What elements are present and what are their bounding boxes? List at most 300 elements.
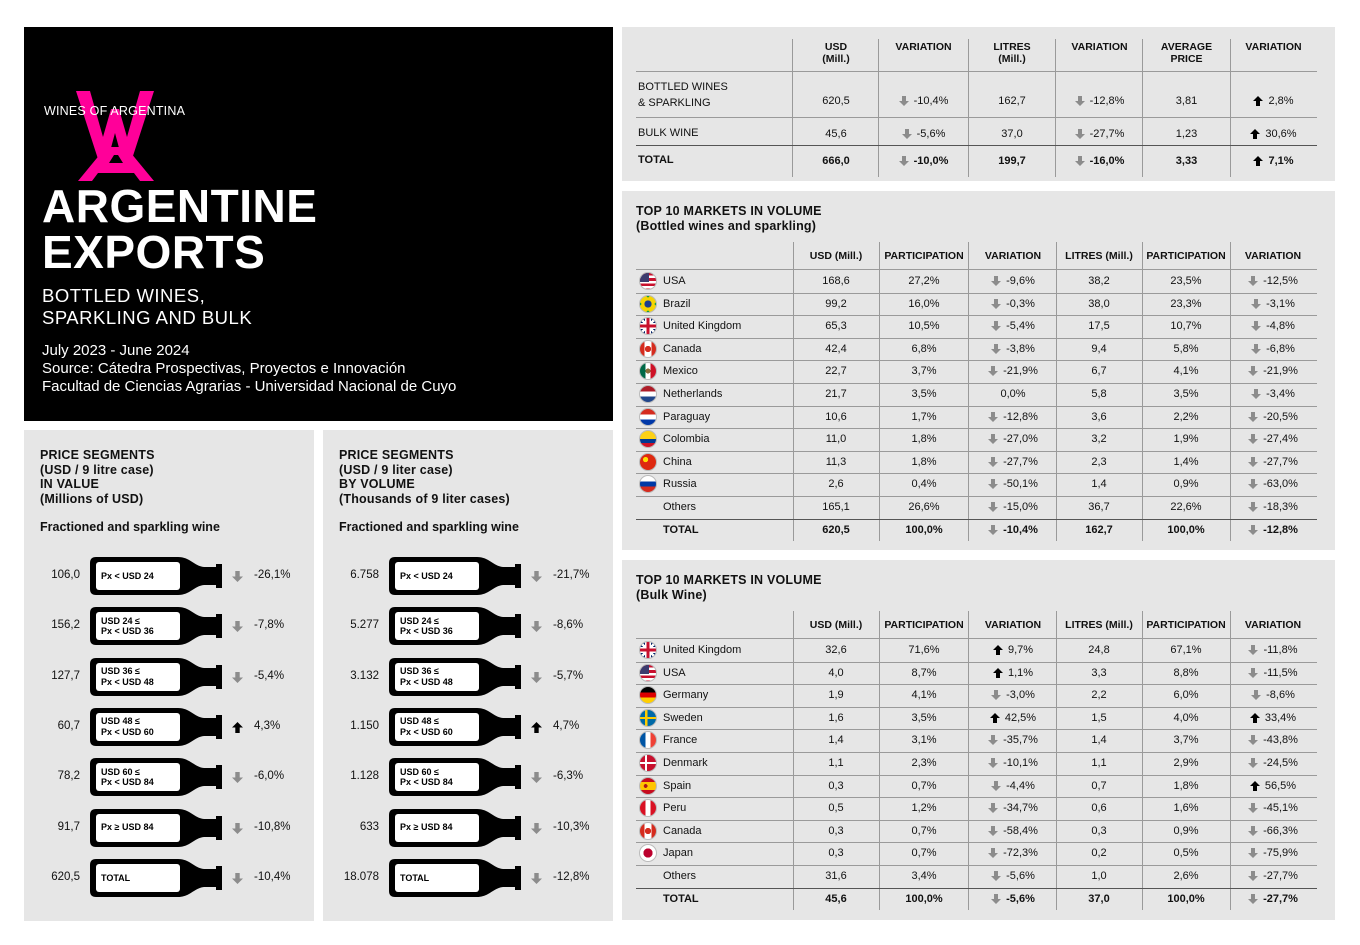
- arrow-down-icon: [531, 873, 542, 884]
- value-cell: 21,7: [825, 388, 847, 400]
- segment-value: 1.128: [350, 770, 379, 783]
- column-header: VARIATION: [1245, 41, 1302, 53]
- hero-meta: [42, 342, 456, 396]
- market-name: TOTAL: [663, 523, 699, 536]
- value-cell: 0,7%: [911, 847, 937, 860]
- market-name: Spain: [663, 779, 692, 792]
- variation-value: -66,3%: [1263, 824, 1298, 837]
- value-cell: 1,1: [1091, 757, 1107, 769]
- title-line: IN VALUE: [40, 477, 100, 491]
- arrow-down-icon: [232, 873, 243, 884]
- arrow-down-icon: [1248, 668, 1258, 678]
- value-cell: 11,0: [825, 433, 847, 446]
- value-cell: 1,8%: [911, 433, 937, 446]
- value-cell: 10,5%: [908, 320, 940, 333]
- variation-cell: [1230, 888, 1316, 910]
- column-header: PARTICIPATION: [1146, 619, 1226, 631]
- value-cell: 1,7%: [911, 410, 937, 423]
- arrow-down-icon: [1248, 871, 1258, 881]
- arrow-down-icon: [1248, 735, 1258, 745]
- variation-value: -21,9%: [1003, 365, 1038, 378]
- value-cell: 1,4: [828, 734, 844, 747]
- value-cell: 1,6%: [1173, 802, 1199, 815]
- segment-value: 156,2: [51, 619, 80, 632]
- arrow-down-icon: [988, 525, 998, 535]
- value-cell: 620,5: [822, 523, 850, 536]
- title-line: (USD / 9 litre case): [40, 462, 154, 477]
- segment-trend: [531, 871, 543, 883]
- segment-row: [24, 607, 314, 645]
- arrow-down-icon: [988, 434, 998, 444]
- variation-cell: [1230, 270, 1316, 292]
- column-header: VARIATION: [1244, 619, 1302, 631]
- arrow-up-icon: [232, 722, 243, 733]
- value-cell: 4,1%: [911, 689, 937, 702]
- arrow-down-icon: [531, 621, 542, 632]
- segment-variation: -10,4%: [254, 870, 291, 883]
- value-cell: 3,1%: [911, 734, 937, 747]
- value-cell: 165,1: [822, 501, 850, 513]
- value-cell: 26,6%: [908, 501, 940, 513]
- value-cell: 3,5%: [911, 388, 937, 400]
- arrow-down-icon: [1251, 344, 1261, 354]
- variation-cell: [1230, 729, 1316, 751]
- value-cell: 67,1%: [1170, 644, 1202, 656]
- segment-value: 18.078: [343, 870, 379, 883]
- variation-cell: [969, 338, 1057, 360]
- variation-value: 56,5%: [1264, 779, 1297, 792]
- value-cell: 168,6: [822, 275, 850, 287]
- variation-value: -12,8%: [1263, 523, 1298, 536]
- variation-value: 30,6%: [1265, 128, 1297, 140]
- segment-label: USD 60 ≤ Px < USD 84: [400, 766, 453, 788]
- value-cell: 23,5%: [1170, 275, 1202, 287]
- russia-flag-icon: [639, 475, 657, 493]
- value-cell: 37,0: [1088, 892, 1110, 905]
- title-line: (Millions of USD): [40, 491, 144, 506]
- segment-label: Px ≥ USD 84: [101, 822, 154, 833]
- segment-row: [24, 809, 314, 847]
- variation-cell: [1230, 820, 1316, 842]
- arrow-down-icon: [991, 894, 1001, 904]
- variation-cell: [1230, 90, 1317, 112]
- market-name: Germany: [663, 689, 709, 702]
- value-cell: 0,3: [828, 824, 844, 837]
- usa-flag-icon: [639, 272, 657, 290]
- period: July 2023 - June 2024: [42, 342, 190, 359]
- arrow-down-icon: [1251, 389, 1261, 399]
- variation-value: -15,0%: [1003, 501, 1038, 513]
- value-cell: 71,6%: [908, 644, 940, 656]
- variation-value: -10,4%: [1003, 523, 1038, 536]
- variation-cell: [1230, 338, 1316, 360]
- variation-value: -10,1%: [1003, 757, 1038, 769]
- arrow-down-icon: [988, 758, 998, 768]
- segment-label: Px < USD 24: [400, 570, 453, 581]
- segment-value: 1.150: [350, 719, 379, 732]
- market-name: Peru: [663, 802, 687, 815]
- arrow-down-icon: [991, 299, 1001, 309]
- arrow-down-icon: [988, 803, 998, 813]
- column-header: VARIATION: [984, 250, 1042, 262]
- bulk-markets-panel: [622, 560, 1335, 920]
- segment-trend: [531, 569, 543, 581]
- value-cell: 3,5%: [1173, 388, 1199, 400]
- value-cell: 3,81: [1175, 95, 1198, 107]
- segment-trend: [232, 770, 244, 782]
- column-header: LITRES (Mill.): [993, 41, 1031, 65]
- variation-cell: [969, 315, 1057, 337]
- variation-cell: [1056, 90, 1143, 112]
- arrow-down-icon: [988, 366, 998, 376]
- segment-label: TOTAL: [101, 872, 131, 883]
- segment-value: 633: [359, 820, 379, 833]
- variation-value: -10,4%: [913, 95, 949, 107]
- column-header: VARIATION: [1071, 41, 1128, 53]
- arrow-down-icon: [991, 781, 1001, 791]
- column-header: PARTICIPATION: [884, 619, 964, 631]
- segment-trend: [232, 720, 244, 732]
- value-cell: 0,3: [828, 779, 844, 792]
- value-cell: 2,9%: [1173, 757, 1199, 769]
- segment-value: 6.758: [350, 569, 379, 581]
- value-cell: 0,6: [1091, 802, 1107, 815]
- column-header: USD (Mill.): [822, 41, 850, 65]
- arrow-down-icon: [1248, 479, 1258, 489]
- variation-cell: [879, 150, 968, 172]
- segment-label: USD 24 ≤ Px < USD 36: [101, 615, 154, 637]
- arrow-down-icon: [899, 156, 909, 166]
- arrow-down-icon: [1248, 645, 1258, 655]
- segment-trend: [531, 821, 543, 833]
- variation-value: -4,4%: [1006, 779, 1035, 792]
- arrow-down-icon: [531, 672, 542, 683]
- spain-flag-icon: [639, 777, 657, 795]
- value-cell: 1,23: [1175, 128, 1198, 140]
- wines-of-argentina-logo: [66, 87, 216, 187]
- variation-cell: [1230, 684, 1316, 706]
- arrow-down-icon: [991, 871, 1001, 881]
- value-cell: 3,2: [1091, 433, 1107, 446]
- segment-label: USD 24 ≤ Px < USD 36: [400, 615, 453, 637]
- variation-value: -12,8%: [1003, 410, 1038, 423]
- value-cell: 6,0%: [1173, 689, 1199, 702]
- arrow-down-icon: [988, 735, 998, 745]
- value-cell: 3,7%: [1173, 734, 1199, 747]
- value-cell: 1,1: [828, 757, 844, 769]
- arrow-down-icon: [1248, 502, 1258, 512]
- column-header: VARIATION: [984, 619, 1042, 631]
- variation-cell: [969, 406, 1057, 428]
- value-cell: 38,0: [1088, 297, 1110, 310]
- variation-value: -5,6%: [1006, 870, 1035, 882]
- segment-row: [24, 859, 314, 897]
- title-line: (Bottled wines and sparkling): [636, 218, 817, 233]
- value-cell: 0,7%: [911, 824, 937, 837]
- segment-label: USD 48 ≤ Px < USD 60: [101, 716, 154, 737]
- uk-flag-icon: [639, 317, 657, 335]
- segment-variation: -5,4%: [254, 669, 285, 682]
- variation-cell: [1230, 451, 1316, 473]
- value-cell: 100,0%: [1167, 523, 1205, 536]
- arrow-down-icon: [531, 772, 542, 783]
- segment-variation: -7,8%: [254, 619, 285, 632]
- value-cell: 0,9%: [1173, 478, 1199, 491]
- brazil-flag-icon: [639, 295, 657, 313]
- variation-cell: [969, 662, 1057, 684]
- segment-variation: -12,8%: [553, 870, 590, 883]
- value-cell: 8,7%: [911, 666, 937, 679]
- segment-trend: [232, 619, 244, 631]
- value-cell: 4,0: [828, 666, 844, 679]
- variation-value: -18,3%: [1263, 501, 1298, 513]
- variation-cell: [1230, 519, 1316, 541]
- arrow-up-icon: [1250, 781, 1260, 791]
- arrow-down-icon: [531, 823, 542, 834]
- value-cell: 3,4%: [911, 870, 937, 882]
- variation-value: -0,3%: [1006, 297, 1035, 310]
- bulk-markets-title: [636, 573, 822, 602]
- column-header: LITRES (Mill.): [1065, 250, 1133, 262]
- segment-value: 106,0: [51, 569, 80, 581]
- arrow-down-icon: [1248, 848, 1258, 858]
- market-name: Brazil: [663, 297, 691, 310]
- variation-cell: [969, 293, 1057, 315]
- segment-row: [323, 607, 613, 645]
- arrow-up-icon: [1250, 129, 1260, 139]
- segment-row: [24, 557, 314, 595]
- hero-title-line2: EXPORTS: [42, 226, 266, 278]
- arrow-down-icon: [991, 321, 1001, 331]
- title-line: PRICE SEGMENTS: [40, 448, 155, 462]
- variation-cell: [969, 496, 1057, 518]
- source-line2: Facultad de Ciencias Agrarias - Universidad Nacional de Cuyo: [42, 378, 457, 395]
- segment-variation: -5,7%: [553, 669, 584, 682]
- variation-cell: [969, 684, 1057, 706]
- segment-row: [323, 708, 613, 746]
- title-line: (USD / 9 liter case): [339, 462, 453, 477]
- variation-cell: [1230, 496, 1316, 518]
- variation-value: -3,8%: [1006, 342, 1035, 355]
- variation-value: -8,6%: [1266, 689, 1295, 702]
- arrow-down-icon: [1251, 321, 1261, 331]
- segment-label: Px ≥ USD 84: [400, 822, 453, 833]
- variation-cell: [969, 639, 1057, 661]
- arrow-down-icon: [1248, 434, 1258, 444]
- arrow-down-icon: [988, 479, 998, 489]
- variation-cell: [1230, 473, 1316, 495]
- variation-cell: [969, 842, 1057, 864]
- value-cell: 2,6: [828, 478, 844, 491]
- market-name: Canada: [663, 824, 702, 837]
- variation-value: -21,9%: [1263, 365, 1298, 378]
- segment-value: 78,2: [57, 770, 80, 783]
- market-name: USA: [663, 666, 686, 679]
- column-header: LITRES (Mill.): [1065, 619, 1133, 631]
- variation-cell: [969, 797, 1057, 819]
- china-flag-icon: [639, 453, 657, 471]
- header-divider: [636, 71, 1317, 72]
- segment-variation: -26,1%: [254, 569, 291, 581]
- volume-segments-title: [339, 448, 510, 506]
- value-cell: 3,33: [1175, 155, 1198, 167]
- variation-value: 42,5%: [1004, 711, 1037, 724]
- value-cell: 3,6: [1091, 410, 1107, 423]
- value-cell: 620,5: [822, 95, 850, 107]
- segment-row: [323, 859, 613, 897]
- value-cell: 162,7: [998, 95, 1026, 107]
- title-line: (Bulk Wine): [636, 587, 707, 602]
- value-segments-panel: [24, 430, 314, 921]
- segment-row: [24, 708, 314, 746]
- variation-cell: [1230, 123, 1317, 145]
- paraguay-flag-icon: [639, 408, 657, 426]
- variation-value: -27,7%: [1263, 892, 1298, 905]
- market-name: USA: [663, 275, 686, 287]
- hero-subtitle-line2: SPARKLING AND BULK: [42, 307, 253, 328]
- value-cell: 1,6: [828, 711, 844, 724]
- hero-title-line1: ARGENTINE: [42, 180, 318, 232]
- value-cell: 1,8%: [1173, 779, 1199, 792]
- segment-row: [323, 557, 613, 595]
- variation-cell: [969, 707, 1057, 729]
- hero-title: [42, 180, 318, 278]
- japan-flag-icon: [639, 844, 657, 862]
- value-cell: 32,6: [825, 644, 847, 656]
- variation-cell: [1230, 842, 1316, 864]
- denmark-flag-icon: [639, 754, 657, 772]
- variation-value: 1,1%: [1007, 666, 1034, 679]
- variation-value: -72,3%: [1003, 847, 1038, 860]
- value-cell: 99,2: [825, 297, 847, 310]
- market-name: Russia: [663, 478, 697, 491]
- canada-flag-icon: [639, 340, 657, 358]
- column-header: VARIATION: [1244, 250, 1302, 262]
- variation-cell: [969, 383, 1057, 405]
- arrow-down-icon: [1248, 412, 1258, 422]
- value-cell: 6,7: [1091, 365, 1107, 378]
- variation-cell: [969, 729, 1057, 751]
- variation-cell: [1230, 707, 1316, 729]
- mexico-flag-icon: [639, 362, 657, 380]
- variation-value: -24,5%: [1263, 757, 1298, 769]
- summary-row-name: BOTTLED WINES & SPARKLING: [638, 81, 728, 109]
- arrow-up-icon: [1250, 713, 1260, 723]
- segment-variation: -10,3%: [553, 820, 590, 833]
- market-name: Canada: [663, 342, 702, 355]
- column-header: USD (Mill.): [809, 619, 863, 631]
- value-cell: 0,9%: [1173, 824, 1199, 837]
- value-cell: 1,4%: [1173, 455, 1199, 468]
- variation-value: -10,0%: [913, 155, 949, 167]
- uk-flag-icon: [639, 641, 657, 659]
- variation-value: -20,5%: [1263, 410, 1298, 423]
- variation-value: -27,7%: [1089, 128, 1125, 140]
- variation-cell: [969, 451, 1057, 473]
- market-name: Paraguay: [663, 410, 711, 423]
- variation-cell: [969, 775, 1057, 797]
- arrow-down-icon: [1248, 826, 1258, 836]
- variation-cell: [969, 888, 1057, 910]
- variation-cell: [1056, 123, 1143, 145]
- value-cell: 45,6: [825, 892, 847, 905]
- arrow-down-icon: [1248, 366, 1258, 376]
- variation-value: -12,5%: [1263, 275, 1298, 287]
- value-cell: 2,2%: [1173, 410, 1199, 423]
- value-cell: 3,7%: [911, 365, 937, 378]
- value-cell: 4,0%: [1173, 711, 1199, 724]
- variation-value: -27,0%: [1003, 433, 1038, 446]
- arrow-down-icon: [232, 772, 243, 783]
- value-cell: 23,3%: [1170, 297, 1202, 310]
- value-cell: 11,3: [825, 455, 847, 468]
- value-cell: 0,5%: [1173, 847, 1199, 860]
- value-cell: 0,7: [1091, 779, 1107, 792]
- value-cell: 0,3: [828, 847, 844, 860]
- segment-label: TOTAL: [400, 872, 430, 883]
- value-cell: 0,5: [828, 802, 844, 815]
- value-cell: 27,2%: [908, 275, 940, 287]
- brand-name: WINES OF ARGENTINA: [44, 104, 186, 118]
- variation-cell: [1230, 360, 1316, 382]
- volume-segments-panel: [323, 430, 613, 921]
- arrow-down-icon: [991, 344, 1001, 354]
- value-cell: 5,8%: [1173, 342, 1199, 355]
- value-cell: 2,3: [1091, 455, 1107, 468]
- variation-value: -58,4%: [1003, 824, 1038, 837]
- segment-label: USD 48 ≤ Px < USD 60: [400, 716, 453, 737]
- variation-cell: [1230, 315, 1316, 337]
- arrow-down-icon: [531, 571, 542, 582]
- segment-trend: [531, 720, 543, 732]
- arrow-down-icon: [988, 826, 998, 836]
- summary-table-panel: [622, 27, 1335, 181]
- arrow-down-icon: [1075, 156, 1085, 166]
- variation-cell: [969, 752, 1057, 774]
- column-header: USD (Mill.): [809, 250, 863, 262]
- value-cell: 17,5: [1088, 320, 1110, 333]
- arrow-up-icon: [993, 668, 1003, 678]
- market-name: Colombia: [663, 433, 710, 446]
- arrow-down-icon: [991, 690, 1001, 700]
- variation-value: -34,7%: [1003, 802, 1038, 815]
- variation-value: -11,8%: [1263, 644, 1298, 656]
- column-header: PARTICIPATION: [1146, 250, 1226, 262]
- segment-trend: [531, 619, 543, 631]
- segment-variation: -6,0%: [254, 770, 285, 783]
- hero-subtitle-line1: BOTTLED WINES,: [42, 285, 206, 306]
- arrow-down-icon: [232, 571, 243, 582]
- value-cell: 2,2: [1091, 689, 1107, 702]
- segment-row: [24, 758, 314, 796]
- segment-row: [323, 758, 613, 796]
- value-cell: 100,0%: [905, 892, 943, 905]
- arrow-up-icon: [1253, 96, 1263, 106]
- arrow-down-icon: [988, 457, 998, 467]
- row-divider: [636, 117, 1317, 118]
- arrow-down-icon: [899, 96, 909, 106]
- variation-value: -5,6%: [1006, 892, 1035, 905]
- canada-flag-icon: [639, 822, 657, 840]
- segment-trend: [232, 569, 244, 581]
- value-cell: 5,8: [1091, 388, 1107, 400]
- variation-value: -11,5%: [1263, 666, 1298, 679]
- segment-label: USD 36 ≤ Px < USD 48: [400, 666, 453, 687]
- segment-variation: -8,6%: [553, 619, 584, 632]
- variation-cell: [1230, 639, 1316, 661]
- value-cell: 42,4: [825, 342, 847, 355]
- variation-value: -5,4%: [1006, 320, 1035, 333]
